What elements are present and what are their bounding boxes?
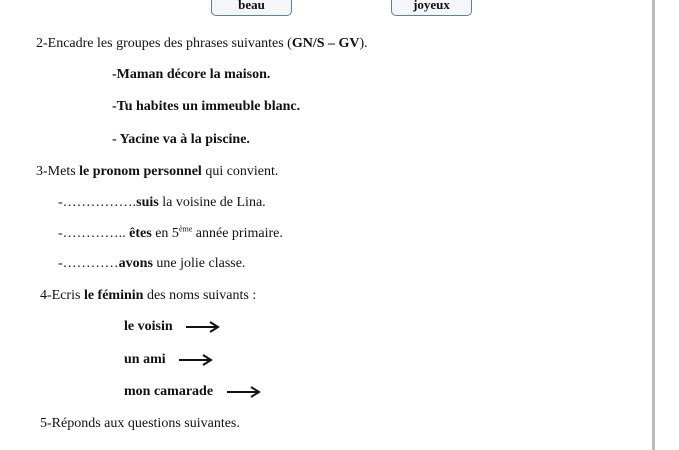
item-superscript: ème — [178, 224, 193, 234]
item-dash: - — [58, 226, 63, 241]
blank-dots: ………… — [62, 256, 119, 271]
word-box-label: joyeux — [413, 0, 450, 12]
exercise-4-word-1 — [124, 319, 220, 335]
item-text: une jolie classe. — [152, 256, 246, 271]
item-dash: - — [58, 256, 63, 271]
instruction-text: 3-Mets — [36, 164, 80, 179]
instruction-bold: GN/S – GV — [291, 36, 360, 51]
word-box-beau — [211, 0, 292, 16]
word-label: un ami — [124, 352, 166, 367]
arrow-right-icon — [179, 354, 213, 366]
item-text: année primaire. — [192, 226, 283, 241]
exercise-3-instruction — [36, 164, 278, 180]
instruction-bold: le féminin — [83, 288, 144, 303]
instruction-text: ). — [359, 36, 368, 51]
exercise-4-instruction — [40, 288, 256, 304]
exercise-5-instruction: 5-Réponds aux questions suivantes. — [40, 416, 240, 431]
word-box-label: beau — [238, 0, 265, 12]
item-verb: êtes — [125, 226, 152, 241]
blank-dots: ………….. — [62, 226, 126, 241]
exercise-2-sentence-2: -Tu habites un immeuble blanc. — [112, 99, 301, 114]
word-label: mon camarade — [124, 384, 214, 399]
item-dash: - — [58, 195, 63, 210]
exercise-2-sentence-1: -Maman décore la maison. — [112, 67, 271, 82]
arrow-right-icon — [186, 321, 220, 333]
exercise-2-instruction — [36, 36, 368, 52]
exercise-3-item-2 — [58, 226, 283, 242]
exercise-3-item-1 — [58, 195, 266, 211]
item-text: la voisine de Lina. — [158, 195, 266, 210]
instruction-bold: le pronom personnel — [79, 164, 202, 179]
instruction-text: 2-Encadre les groupes des phrases suivantes ( — [36, 36, 292, 51]
instruction-text: des noms suivants : — [143, 288, 257, 303]
exercise-4-word-2 — [124, 352, 213, 368]
instruction-text: 4-Ecris — [40, 288, 84, 303]
instruction-text: qui convient. — [201, 164, 279, 179]
item-text: en 5 — [151, 226, 179, 241]
blank-dots: ……………. — [62, 195, 137, 210]
word-label: le voisin — [124, 319, 173, 334]
exercise-2-sentence-3: - Yacine va à la piscine. — [112, 132, 250, 147]
exercise-3-item-3 — [58, 256, 245, 272]
item-verb: suis — [136, 195, 159, 210]
arrow-right-icon — [227, 386, 261, 398]
word-box-joyeux — [391, 0, 472, 16]
right-border — [652, 0, 655, 450]
exercise-4-word-3 — [124, 384, 261, 400]
item-verb: avons — [118, 256, 153, 271]
